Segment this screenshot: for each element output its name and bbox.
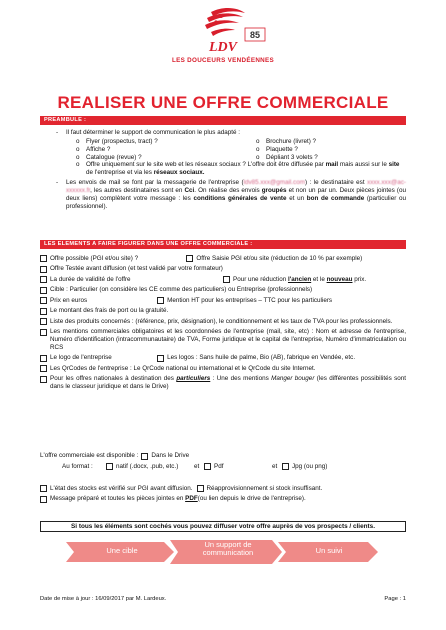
checkbox-mention-ht-ttc[interactable] <box>157 297 164 304</box>
support-plaquette: Plaquette ? <box>266 145 298 153</box>
support-intro: Il faut déterminer le support de communication le plus adapté : <box>66 129 240 136</box>
logo-number: 85 <box>249 30 261 40</box>
notice-box: Si tous les éléments sont cochés vous pouvez diffuser votre offre auprès de vos prospects / clients. <box>40 521 406 532</box>
checkbox-stocks[interactable] <box>40 485 47 492</box>
checkbox-frais-port[interactable] <box>40 308 47 315</box>
availability-label: L'offre commerciale est disponible : <box>40 452 139 459</box>
checkbox-logos-labels[interactable] <box>157 355 164 362</box>
page-title: REALISER UNE OFFRE COMMERCIALE <box>57 93 389 112</box>
support-affiche: Affiche ? <box>86 145 111 153</box>
flow-step-suivi: Un suivi <box>315 546 343 555</box>
process-flow <box>66 537 378 567</box>
logo-letters: LDV <box>209 40 237 55</box>
support-brochure: Brochure (livret) ? <box>266 137 317 145</box>
support-flyer: Flyer (prospectus, tract) ? <box>86 137 158 145</box>
checkbox-format-jpg[interactable] <box>282 463 289 470</box>
checkbox-reduction-prix[interactable] <box>223 276 230 283</box>
footer-date: Date de mise à jour : 16/09/2017 par M. Lardeux. <box>40 596 167 602</box>
mail-address-1: ldv85.xxx@gmail.com <box>243 179 305 187</box>
checkbox-manger-bouger[interactable] <box>40 376 47 383</box>
checkbox-liste-produits[interactable] <box>40 318 47 325</box>
checkbox-logo-entreprise[interactable] <box>40 355 47 362</box>
mail-bullet: - Les envois de mail se font par la messagerie de l'entreprise (ldv85.xxx@gmail.com) : le destinataire est xxxx.xxx@ac-xxxxxx.fr, les autres destinataires sont en Cci. On réalise des envois groupés et non un par un. Deux pièces jointes (ou deux liens) complètent votre message : les conditions générales de vente et un bon de commande (particulier ou professionnel). <box>56 179 406 210</box>
checkbox-offre-saisie[interactable] <box>186 255 193 262</box>
checkbox-reappro[interactable] <box>197 485 204 492</box>
checkbox-format-pdf[interactable] <box>204 463 211 470</box>
checkbox-prix-euros[interactable] <box>40 297 47 304</box>
elements-band: LES ELEMENTS A FAIRE FIGURER DANS UNE OFFRE COMMERCIALE : <box>40 240 406 249</box>
checkbox-offre-possible[interactable] <box>40 255 47 262</box>
checkbox-message-pdf[interactable] <box>40 496 47 503</box>
flow-step-support: Un support de communication <box>202 540 254 558</box>
checkbox-duree-validite[interactable] <box>40 276 47 283</box>
brand-name: LES DOUCEURS VENDÉENNES <box>171 57 275 64</box>
mail-address-2: xxxx.xxx@ac-xxxxxx.fr <box>66 179 406 195</box>
final-checks: L'offre commerciale est disponible : Dans le Drive Au format : natif (.docx, .pub, etc.) et Pdf et Jpg (ou png) L'état des stocks est vérifié sur PGI avant diffusion. Réapprovisionnement si stock insuffisant. Message préparé et toutes les pièces jointes en PDF(ou lien depuis le drive de l'entreprise). <box>40 452 328 503</box>
flow-step-cible: Une cible <box>106 546 138 555</box>
checkbox-mentions-legales[interactable] <box>40 329 47 336</box>
preamble-band: PREAMBULE : <box>40 116 406 125</box>
checklist: Offre possible (PGI et/ou site) ? Offre Saisie PGI et/ou site (réduction de 10 % par exemple) Offre Testée avant diffusion (et test validé par votre formateur) La durée de validité de l'offre Pour une réduction l'ancien et le nouveau prix. Cible : Particulier (on considère les CE comme des particuliers) ou Entreprise (professionnels) Prix en euros Mention HT pour les entreprises – TTC pour les particuliers Le montant des frais de port ou la gratuité. Liste des produits concernés : (référence, prix, désignation), le conditionnement et les taux de TVA pour les professionnels. Les mentions commerciales obligatoires et les coordonnées de l'entreprise (mail, site, etc) : Nom et adresse de l'entreprise, Numéro d'identification (intracommunautaire) de TVA, Forme juridique et le capital de l'entreprise, Numéro d'immatriculation ou RCS Le logo de l'entreprise Les logos : Sans huile de palme, Bio (AB), fabrique en Vendée, etc. Les QrCodes de l'entreprise : Le QrCode national ou international et le QrCode du site Internet. Pour les offres nationales à destination des particuliers : Une des mentions Manger bouger (les différentes possibilités sont dans le classeur juridique et dans le Drive) <box>40 255 406 394</box>
checkbox-qrcodes[interactable] <box>40 365 47 372</box>
footer-page: Page : 1 <box>384 596 406 602</box>
checkbox-offre-testee[interactable] <box>40 266 47 273</box>
checkbox-drive[interactable] <box>141 453 148 460</box>
checkbox-format-natif[interactable] <box>106 463 113 470</box>
support-depliant: Dépliant 3 volets ? <box>266 153 318 161</box>
preamble-section <box>56 129 406 213</box>
checkbox-cible[interactable] <box>40 287 47 294</box>
support-bullet: - Il faut déterminer le support de communication le plus adapté : o Flyer (prospectus, tract) ? o Affiche ? o Catalogue (revue) ? o Brochure (livret) ? o Plaquette ? o Dépliant 3 volets ? o Offre uniquement sur le site web et les réseaux sociaux ? L'offre doit être diffusée par mail mais aussi sur le site de l'entreprise et via les réseaux sociaux. <box>56 129 406 177</box>
web-offer-line: o Offre uniquement sur le site web et les réseaux sociaux ? L'offre doit être diffusée par mail mais aussi sur le site de l'entreprise et via les réseaux sociaux. <box>76 161 400 177</box>
support-catalogue: Catalogue (revue) ? <box>86 153 142 161</box>
